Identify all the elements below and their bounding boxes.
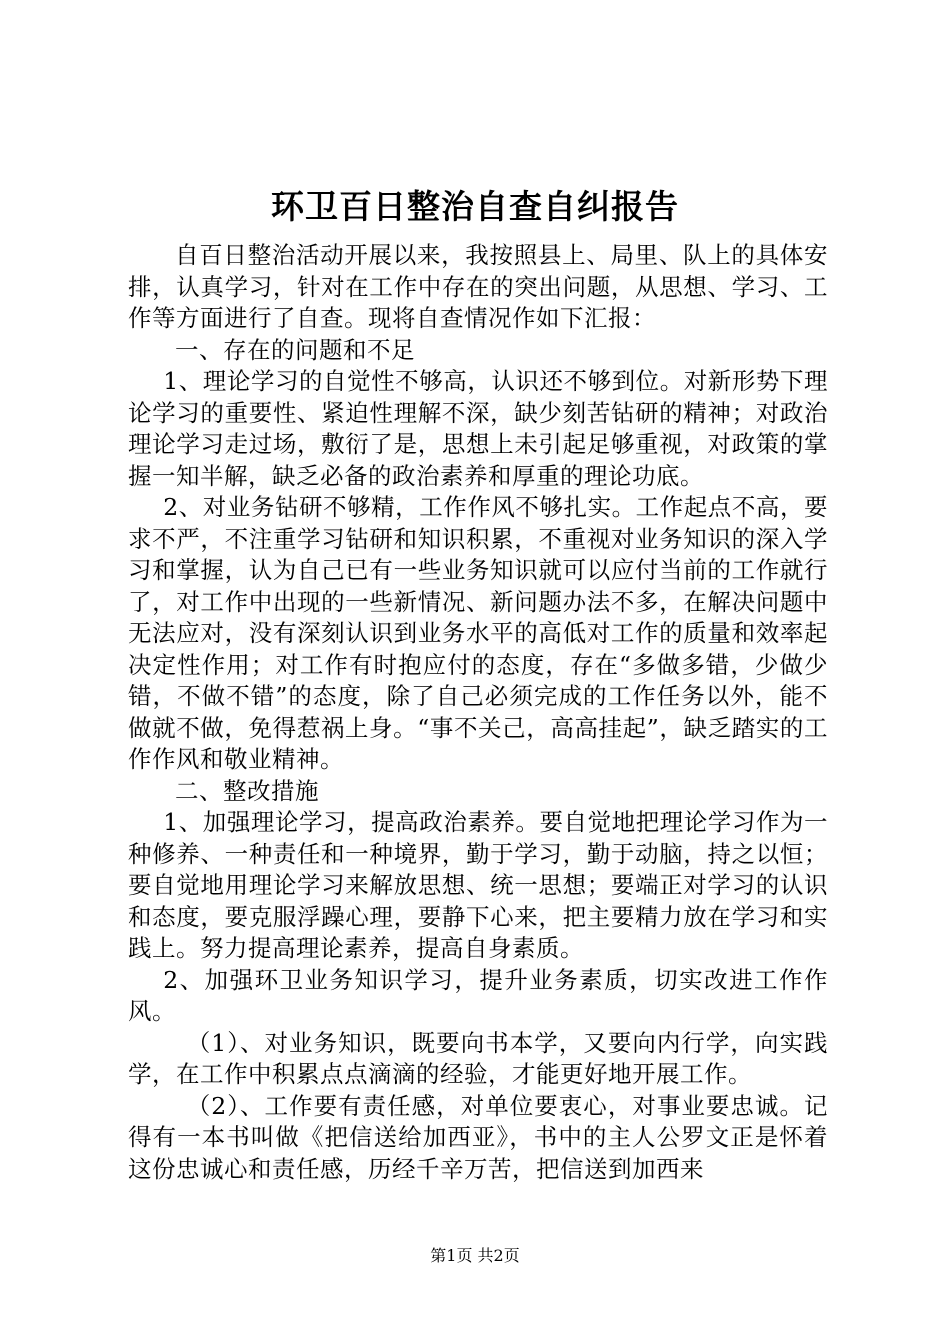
problem-paragraph-1: 1、理论学习的自觉性不够高，认识还不够到位。对新形势下理论学习的重要性、紧迫性理解不深，缺少刻苦钻研的精神；对政治理论学习走过场，敷衍了是，思想上未引起足够重视，对政策的掌握一知半解，缺乏必备的政治素养和厚重的理论功底。 [128,367,828,490]
section-heading-problems: 一、存在的问题和不足 [175,335,415,364]
measure-subparagraph-1: （1）、对业务知识，既要向书本学，又要向内行学，向实践学，在工作中积累点点滴滴的经验，才能更好地开展工作。 [128,1028,828,1088]
section-heading-measures: 二、整改措施 [175,776,319,805]
problem-paragraph-2: 2、对业务钻研不够精，工作作风不够扎实。工作起点不高，要求不严，不注重学习钻研和知识积累，不重视对业务知识的深入学习和掌握，认为自己已有一些业务知识就可以应付当前的工作就行了，对工作中出现的一些新情况、新问题办法不多，在解决问题中无法应对，没有深刻认识到业务水平的高低对工作的质量和效率起决定性作用；对工作有时抱应付的态度，存在“多做多错，少做少错，不做不错”的态度，除了自己必须完成的工作任务以外，能不做就不做，免得惹祸上身。“事不关己，高高挂起”，缺乏踏实的工作作风和敬业精神。 [128,493,828,773]
measure-paragraph-1: 1、加强理论学习，提高政治素养。要自觉地把理论学习作为一种修养、一种责任和一种境界，勤于学习，勤于动脑，持之以恒；要自觉地用理论学习来解放思想、统一思想；要端正对学习的认识和态度，要克服浮躁心理，要静下心来，把主要精力放在学习和实践上。努力提高理论素养，提高自身素质。 [128,808,828,962]
intro-paragraph: 自百日整治活动开展以来，我按照县上、局里、队上的具体安排，认真学习，针对在工作中存在的突出问题，从思想、学习、工作等方面进行了自查。现将自查情况作如下汇报： [128,241,828,332]
measure-paragraph-2: 2、加强环卫业务知识学习，提升业务素质，切实改进工作作风。 [128,965,828,1025]
document-title: 环卫百日整治自查自纠报告 [271,187,679,226]
measure-subparagraph-2: （2）、工作要有责任感，对单位要衷心，对事业要忠诚。记得有一本书叫做《把信送给加西亚》，书中的主人公罗文正是怀着这份忠诚心和责任感，历经千辛万苦，把信送到加西来 [128,1091,828,1183]
document-body [128,240,828,1185]
page-footer: 第1页 共2页 [430,1246,520,1265]
